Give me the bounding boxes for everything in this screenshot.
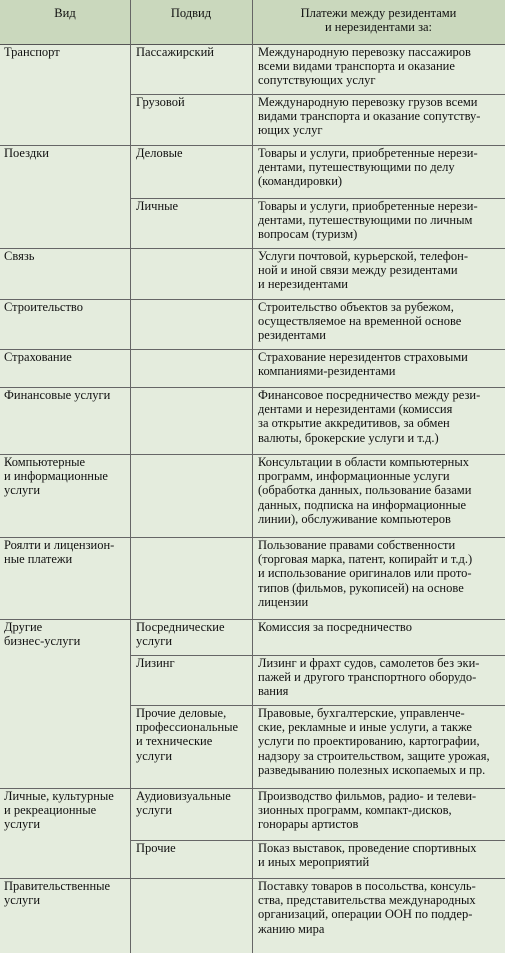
row-subtype-line: услуги — [136, 634, 173, 649]
row-description-line: и нерезидентами — [258, 277, 348, 292]
row-description — [258, 350, 503, 378]
row-subtype-line: Лизинг — [136, 656, 175, 670]
row-description — [258, 706, 503, 777]
row-description — [258, 841, 503, 869]
row-type — [4, 45, 126, 59]
row-subtype — [136, 706, 252, 763]
row-subtype — [136, 841, 252, 855]
row-divider — [130, 655, 505, 656]
row-type-line: Финансовые услуги — [4, 388, 111, 402]
row-type — [4, 455, 126, 498]
row-description-line: Лизинг и фрахт судов, самолетов без эки- — [258, 656, 480, 670]
row-description-line: ские, рекламные и иные услуги, а также — [258, 720, 472, 735]
row-description-line: Товары и услуги, приобретенные нерези- — [258, 199, 478, 213]
table-row — [0, 538, 505, 620]
table-row — [0, 249, 505, 300]
row-description-line: надзору за строительством, защите урожая, — [258, 748, 490, 763]
table-row — [0, 45, 505, 95]
row-description-line: типов (фильмов, рукописей) на основе — [258, 580, 464, 595]
row-divider — [0, 299, 505, 300]
row-description-line: (обработка данных, пользование базами — [258, 483, 472, 498]
row-type — [4, 538, 126, 566]
row-description-line: сопутствующих услуг — [258, 73, 376, 88]
row-description-line: видами транспорта и оказание сопутству- — [258, 109, 481, 124]
row-type-line: Роялти и лицензион- — [4, 538, 115, 552]
row-description-line: вопросам (туризм) — [258, 227, 358, 242]
row-description-line: линии), обслуживание компьютеров — [258, 511, 451, 526]
row-description-line: программ, информационные услуги — [258, 469, 450, 484]
row-description-line: Финансовое посредничество между рези- — [258, 388, 481, 402]
row-type — [4, 249, 126, 263]
row-type-line: услуги — [4, 817, 41, 832]
row-description-line: резидентами — [258, 328, 326, 343]
row-description-line: вания — [258, 684, 289, 699]
row-description-line: и использование оригиналов или прото- — [258, 566, 472, 581]
table-row — [0, 789, 505, 841]
row-subtype — [136, 789, 252, 817]
row-divider — [130, 198, 505, 199]
row-divider — [0, 248, 505, 249]
row-type-line: Связь — [4, 249, 35, 263]
row-type-line: Строительство — [4, 300, 84, 314]
row-divider — [0, 878, 505, 879]
row-type — [4, 388, 126, 402]
row-description — [258, 879, 503, 936]
row-description-line: и иных мероприятий — [258, 855, 370, 870]
row-type-line: Транспорт — [4, 45, 60, 59]
row-description-line: Строительство объектов за рубежом, — [258, 300, 454, 314]
row-description-line: компаниями-резидентами — [258, 364, 396, 379]
row-subtype-line: услуги — [136, 748, 173, 763]
row-subtype — [136, 656, 252, 670]
row-description-line: валюты, брокерские услуги и т.д.) — [258, 430, 439, 445]
row-description-line: услуги по проектированию, картографии, — [258, 734, 480, 749]
row-subtype-line: Прочие — [136, 841, 176, 855]
row-divider — [0, 619, 505, 620]
row-description — [258, 455, 503, 526]
table-row — [0, 620, 505, 656]
row-description-line: за открытие аккредитивов, за обмен — [258, 416, 450, 431]
header-payments-line: и нерезидентами за: — [324, 20, 433, 35]
row-type-line: Личные, культурные — [4, 789, 114, 803]
row-description-line: лицензии — [258, 594, 309, 609]
row-type-line: услуги — [4, 893, 41, 908]
table-row — [0, 879, 505, 953]
row-description-line: дентами, путешествующими по личным — [258, 213, 473, 228]
row-description-line: всеми видами транспорта и оказание — [258, 59, 455, 74]
row-divider — [130, 840, 505, 841]
table-row — [0, 656, 505, 706]
row-type — [4, 350, 126, 364]
row-description-line: данных, подписка на информационные — [258, 497, 467, 512]
row-type-line: бизнес-услуги — [4, 634, 81, 649]
row-divider — [130, 705, 505, 706]
row-description-line: гонорары артистов — [258, 817, 359, 832]
row-divider — [0, 788, 505, 789]
row-subtype-line: профессиональные — [136, 720, 239, 735]
row-description-line: ющих услуг — [258, 123, 323, 138]
table-row — [0, 300, 505, 350]
row-type-line: Другие — [4, 620, 43, 634]
row-description-line: Производство фильмов, радио- и телеви- — [258, 789, 477, 803]
table-row — [0, 706, 505, 789]
row-description-line: Пользование правами собственности — [258, 538, 456, 552]
header-type: Вид — [54, 6, 76, 20]
header-subtype: Подвид — [170, 6, 212, 20]
row-subtype-line: Посреднические — [136, 620, 225, 634]
row-subtype-line: Грузовой — [136, 95, 185, 109]
row-description — [258, 95, 503, 138]
row-divider — [0, 145, 505, 146]
row-description-line: Товары и услуги, приобретенные нерези- — [258, 146, 478, 160]
row-description-line: Поставку товаров в посольства, консуль- — [258, 879, 476, 893]
row-description-line: (командировки) — [258, 174, 343, 189]
row-subtype — [136, 45, 252, 59]
row-subtype-line: и технические — [136, 734, 213, 749]
row-type-line: ные платежи — [4, 552, 73, 567]
row-description-line: Показ выставок, проведение спортивных — [258, 841, 477, 855]
row-description — [258, 388, 503, 445]
row-description-line: дентами и нерезидентами (комиссия — [258, 402, 453, 417]
row-divider — [0, 537, 505, 538]
row-description — [258, 538, 503, 609]
row-type-line: Правительственные — [4, 879, 111, 893]
row-subtype — [136, 95, 252, 109]
table-row — [0, 95, 505, 146]
row-description — [258, 146, 503, 189]
row-description-line: осуществляемое на временной основе — [258, 314, 462, 329]
row-subtype-line: Деловые — [136, 146, 183, 160]
row-description — [258, 199, 503, 242]
row-type-line: Страхование — [4, 350, 72, 364]
row-description-line: Услуги почтовой, курьерской, телефон- — [258, 249, 469, 263]
row-type-line: и рекреационные — [4, 803, 97, 818]
row-description — [258, 300, 503, 343]
row-type — [4, 620, 126, 648]
table-row — [0, 199, 505, 249]
row-type — [4, 300, 126, 314]
row-description-line: организаций, операции ООН по поддер- — [258, 907, 473, 922]
row-description-line: ства, представительства международных — [258, 893, 476, 908]
table-row — [0, 841, 505, 879]
row-description-line: Страхование нерезидентов страховыми — [258, 350, 468, 364]
row-description-line: дентами, путешествующими по делу — [258, 160, 455, 175]
table-row — [0, 146, 505, 199]
row-subtype-line: Пассажирский — [136, 45, 214, 59]
row-divider — [130, 94, 505, 95]
row-type-line: Компьютерные — [4, 455, 86, 469]
row-description-line: жанию мира — [258, 921, 325, 936]
row-description — [258, 656, 503, 699]
row-divider — [0, 454, 505, 455]
row-description-line: Консультации в области компьютерных — [258, 455, 470, 469]
row-description-line: зионных программ, компакт-дисков, — [258, 803, 452, 818]
row-subtype — [136, 199, 252, 213]
row-description-line: Международную перевозку пассажиров — [258, 45, 471, 59]
row-description-line: (торговая марка, патент, копирайт и т.д.) — [258, 552, 473, 567]
row-type — [4, 879, 126, 907]
table-row — [0, 455, 505, 538]
row-type-line: Поездки — [4, 146, 49, 160]
row-description — [258, 620, 503, 634]
row-type-line: услуги — [4, 483, 41, 498]
row-subtype — [136, 620, 252, 648]
row-subtype-line: Личные — [136, 199, 179, 213]
row-description-line: Международную перевозку грузов всеми — [258, 95, 478, 109]
row-type-line: и информационные — [4, 469, 108, 484]
row-description — [258, 789, 503, 832]
row-description — [258, 249, 503, 292]
row-divider — [0, 349, 505, 350]
header-payments — [252, 6, 505, 34]
row-description-line: разведыванию полезных ископаемых и пр. — [258, 762, 486, 777]
row-description — [258, 45, 503, 88]
row-divider — [0, 387, 505, 388]
row-description-line: пажей и другого транспортного оборудо- — [258, 670, 477, 685]
row-type — [4, 146, 126, 160]
row-subtype-line: Прочие деловые, — [136, 706, 227, 720]
row-description-line: ной и иной связи между резидентами — [258, 263, 458, 278]
row-subtype-line: услуги — [136, 803, 173, 818]
row-type — [4, 789, 126, 832]
table-row — [0, 350, 505, 388]
row-subtype-line: Аудиовизуальные — [136, 789, 231, 803]
row-description-line: Правовые, бухгалтерские, управленче- — [258, 706, 465, 720]
row-subtype — [136, 146, 252, 160]
table-row — [0, 388, 505, 455]
header-payments-line: Платежи между резидентами — [300, 6, 457, 20]
row-description-line: Комиссия за посредничество — [258, 620, 412, 634]
